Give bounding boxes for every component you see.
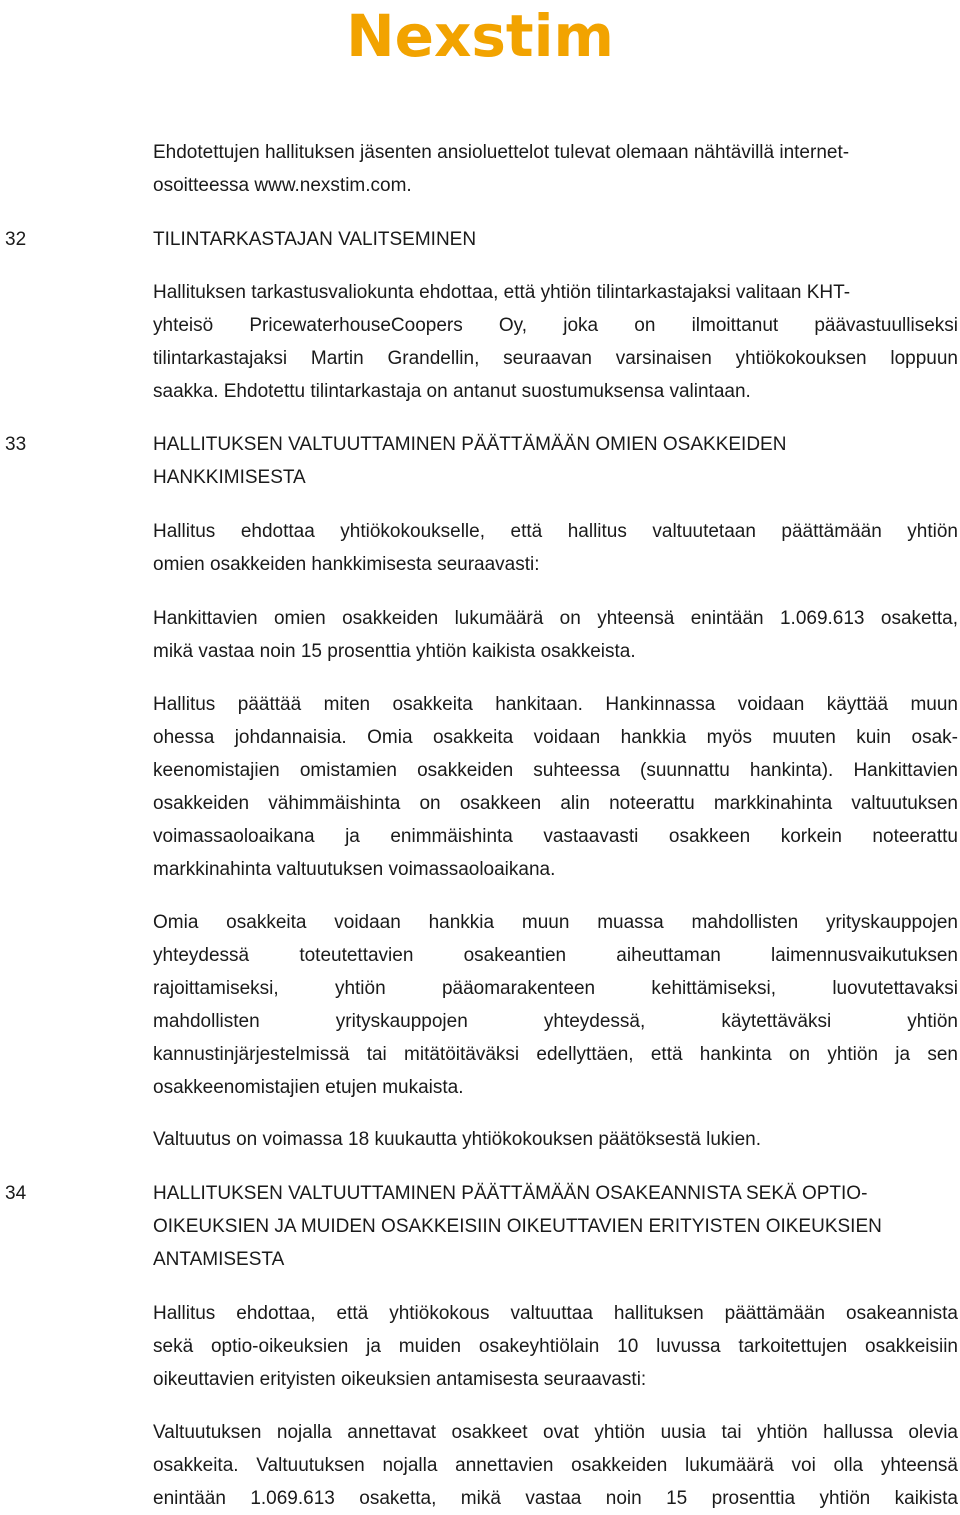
paragraph-line: Hallitus ehdottaa yhtiökokoukselle, että hallitus valtuutetaan päättämään yhtiön <box>153 521 958 542</box>
paragraph-line: rajoittamiseksi, yhtiön pääomarakenteen kehittämiseksi, luovutettavaksi <box>153 978 958 999</box>
section-heading: HALLITUKSEN VALTUUTTAMINEN PÄÄTTÄMÄÄN OSAKEANNISTA SEKÄ OPTIO- <box>153 1183 868 1204</box>
paragraph-line: keenomistajien omistamien osakkeiden suhteessa (suunnattu hankinta). Hankittavien <box>153 760 958 781</box>
section-number: 34 <box>5 1183 27 1204</box>
paragraph-line: mahdollisten yrityskauppojen yhteydessä, käytettäväksi yhtiön <box>153 1011 958 1032</box>
nexstim-logo <box>315 4 645 66</box>
logo-wordmark: Nexstim <box>346 4 614 66</box>
paragraph-line: oikeuttavien erityisten oikeuksien antamisesta seuraavasti: <box>153 1369 647 1390</box>
paragraph-line: osakkeiden vähimmäishinta on osakkeen alin noteerattu markkinahinta valtuutuksen <box>153 793 958 814</box>
paragraph-line: markkinahinta valtuutuksen voimassaoloaikana. <box>153 859 556 880</box>
intro-line: Ehdotettujen hallituksen jäsenten ansioluettelot tulevat olemaan nähtävillä internet- <box>153 142 850 163</box>
section-heading: HALLITUKSEN VALTUUTTAMINEN PÄÄTTÄMÄÄN OMIEN OSAKKEIDEN <box>153 434 787 455</box>
company-logo <box>0 0 960 70</box>
paragraph-line: voimassaoloaikana ja enimmäishinta vastaavasti osakkeen korkein noteerattu <box>153 826 958 847</box>
section-heading: HANKKIMISESTA <box>153 467 306 488</box>
paragraph-line: Valtuutus on voimassa 18 kuukautta yhtiökokouksen päätöksestä lukien. <box>153 1129 762 1150</box>
paragraph-line: osakkeenomistajien etujen mukaista. <box>153 1077 464 1098</box>
paragraph-line: Hallitus päättää miten osakkeita hankitaan. Hankinnassa voidaan käyttää muun <box>153 694 958 715</box>
paragraph-line: omien osakkeiden hankkimisesta seuraavasti: <box>153 554 540 575</box>
section-heading: ANTAMISESTA <box>153 1249 285 1270</box>
paragraph-line: Hallituksen tarkastusvaliokunta ehdottaa, että yhtiön tilintarkastajaksi valitaan KHT- <box>153 282 851 303</box>
paragraph-line: yhteydessä toteutettavien osakeantien aiheuttaman laimennusvaikutuksen <box>153 945 958 966</box>
section-heading: OIKEUKSIEN JA MUIDEN OSAKKEISIIN OIKEUTTAVIEN ERITYISTEN OIKEUKSIEN <box>153 1216 882 1237</box>
paragraph-line: yhteisö PricewaterhouseCoopers Oy, joka on ilmoittanut päävastuulliseksi <box>153 315 958 336</box>
section-heading: TILINTARKASTAJAN VALITSEMINEN <box>153 229 477 250</box>
paragraph-line: enintään 1.069.613 osaketta, mikä vastaa noin 15 prosenttia yhtiön kaikista <box>153 1488 958 1509</box>
paragraph-line: Omia osakkeita voidaan hankkia muun muassa mahdollisten yrityskauppojen <box>153 912 958 933</box>
paragraph-line: ohessa johdannaisia. Omia osakkeita voidaan hankkia myös muuten kuin osak- <box>153 727 958 748</box>
section-number: 33 <box>5 434 27 455</box>
paragraph-line: sekä optio-oikeuksien ja muiden osakeyhtiölain 10 luvussa tarkoitettujen osakkeisiin <box>153 1336 958 1357</box>
section-number: 32 <box>5 229 27 250</box>
intro-line: osoitteessa www.nexstim.com. <box>153 175 412 196</box>
paragraph-line: kannustinjärjestelmissä tai mitätöitäväksi edellyttäen, että hankinta on yhtiön ja sen <box>153 1044 958 1065</box>
paragraph-line: Hallitus ehdottaa, että yhtiökokous valtuuttaa hallituksen päättämään osakeannista <box>153 1303 958 1324</box>
paragraph-line: tilintarkastajaksi Martin Grandellin, seuraavan varsinaisen yhtiökokouksen loppuun <box>153 348 958 369</box>
paragraph-line: Valtuutuksen nojalla annettavat osakkeet ovat yhtiön uusia tai yhtiön hallussa olevia <box>153 1422 958 1443</box>
paragraph-line: Hankittavien omien osakkeiden lukumäärä on yhteensä enintään 1.069.613 osaketta, <box>153 608 958 629</box>
paragraph-line: mikä vastaa noin 15 prosenttia yhtiön kaikista osakkeista. <box>153 641 636 662</box>
paragraph-line: osakkeita. Valtuutuksen nojalla annettavien osakkeiden lukumäärä voi olla yhteensä <box>153 1455 958 1476</box>
paragraph-line: saakka. Ehdotettu tilintarkastaja on antanut suostumuksensa valintaan. <box>153 381 751 402</box>
